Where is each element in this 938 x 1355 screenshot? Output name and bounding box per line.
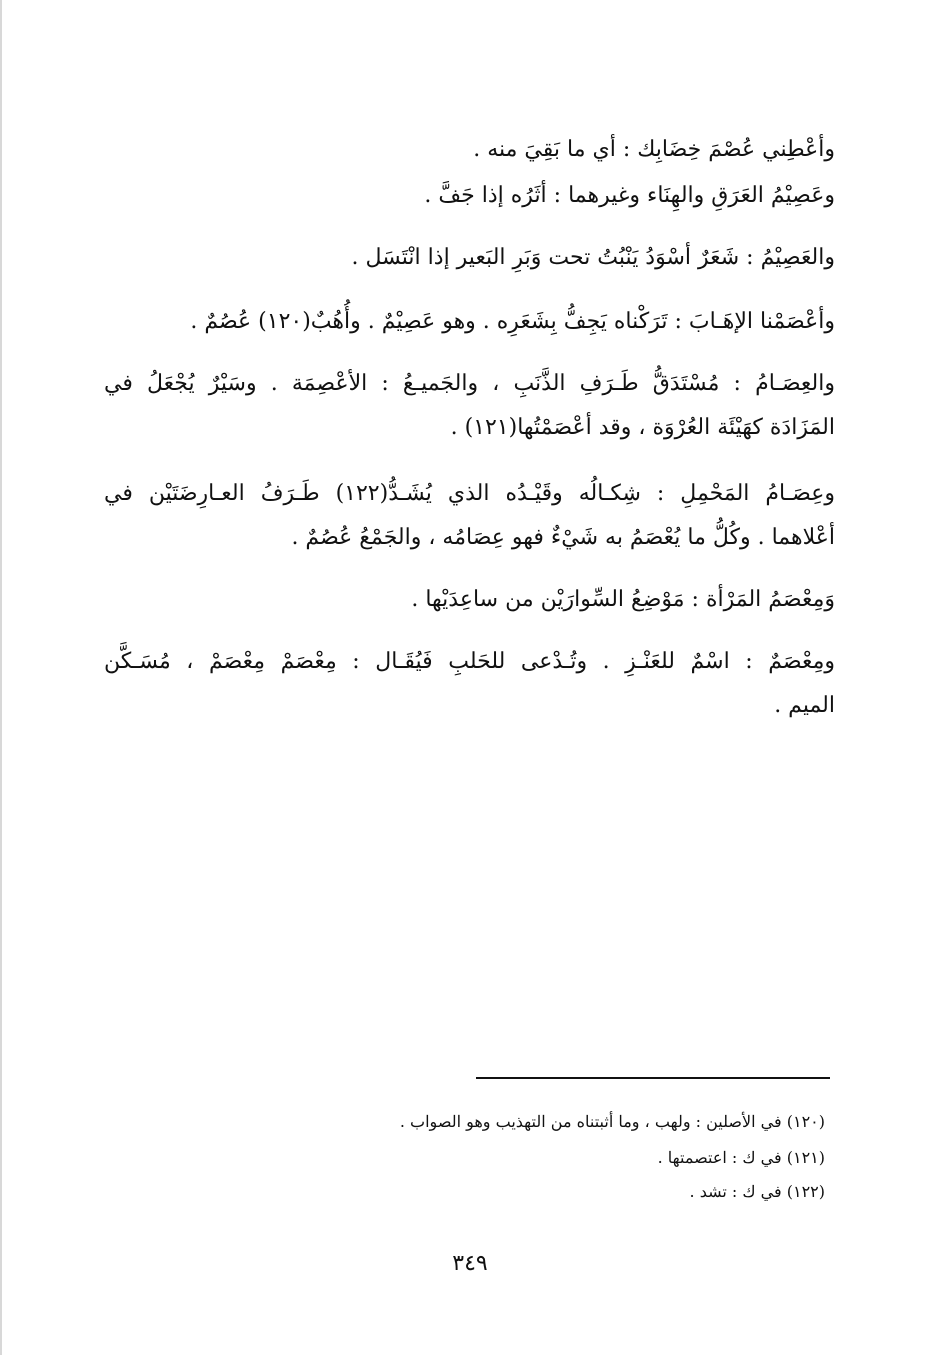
text-line: وأعْطِني عُصْمَ خِضَابِك : أي ما بَقِيَ منه .	[473, 137, 835, 162]
text-line: والعَصِيْمُ : شَعَرٌ أسْوَدُ يَنْبُتُ تحت وَبَرِ البَعير إذا انْتَسَل .	[351, 245, 835, 270]
text-line: والعِصَـامُ : مُسْتَدَقُّ طَـرَفِ الذَّنَبِ ، والجَميـعُ : الأعْصِمَة . وسَيْرٌ يُجْعَلُ في	[104, 371, 835, 396]
text-line: الميم .	[774, 693, 835, 718]
text-line: وأعْصَمْنا الإهَـابَ : تَرَكْناه يَجِفُّ بِشَعَرِه . وهو عَصِيْمٌ . وأُهُبٌ(١٢٠) عُصُمٌ .	[190, 309, 835, 334]
text-line: المَزَادَة كهَيْئَة العُرْوَة ، وقد أعْصَمْتُها(١٢١) .	[450, 415, 835, 440]
text-line: أعْلاهما . وكُلُّ ما يُعْصَمُ به شَيْءٌ فهو عِصَامُه ، والجَمْعُ عُصُمٌ .	[291, 525, 835, 550]
footnote-separator	[476, 1077, 830, 1079]
scan-edge	[0, 0, 2, 1355]
text-line: وَمِعْصَمُ المَرْأة : مَوْضِعُ السِّوارَيْن من ساعِدَيْها .	[411, 587, 835, 612]
text-line: وعَصِيْمُ العَرَقِ والهِنَاء وغيرهما : أثَرُه إذا جَفَّ .	[424, 183, 835, 208]
text-line: ومِعْصَمٌ : اسْمٌ للعَنْـزِ . وتُـدْعى للحَلبِ فَيُقَـال : مِعْصَمْ مِعْصَمْ ، مُسَـكَّن	[104, 649, 835, 674]
footnote: (١٢٠) في الأصلين : ولهب ، وما أثبتناه من التهذيب وهو الصواب .	[399, 1112, 825, 1131]
footnote: (١٢١) في ك : اعتصمتها .	[657, 1148, 825, 1167]
page-number: ٣٤٩	[452, 1251, 488, 1276]
text-line: وعِصَـامُ المَحْمِلِ : شِكـالُه وقَيْـدُه الذي يُشَـدُّ(١٢٢) طَـرَفُ العـارِضَتَيْن في	[104, 481, 835, 506]
footnote: (١٢٢) في ك : تشد .	[689, 1182, 825, 1201]
